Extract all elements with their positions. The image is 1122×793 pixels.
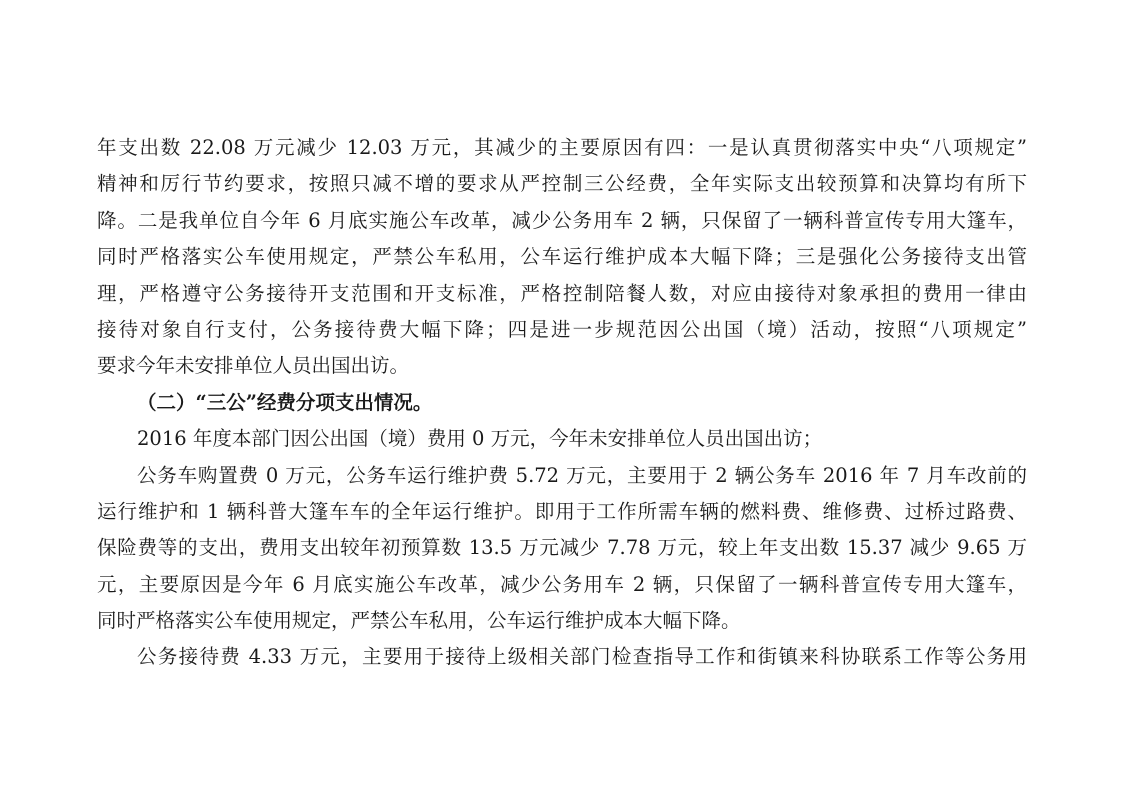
text-line: 2016 年度本部门因公出国（境）费用 0 万元，今年未安排单位人员出国出访； bbox=[137, 427, 823, 451]
text-line: 年支出数 22.08 万元减少 12.03 万元，其减少的主要原因有四：一是认真贯彻落实中央“八项规定” bbox=[97, 136, 1027, 159]
section-heading: （二）“三公”经费分项支出情况。 bbox=[137, 390, 433, 414]
document-body bbox=[97, 130, 1027, 676]
text-line: 运行维护和 1 辆科普大篷车车的全年运行维护。即用于工作所需车辆的燃料费、维修费、过桥过路费、 bbox=[97, 499, 1027, 523]
paragraph-overseas-travel bbox=[97, 421, 1027, 457]
text-line: 理，严格遵守公务接待开支范围和开支标准，严格控制陪餐人数，对应由接待对象承担的费用一律由 bbox=[97, 281, 1027, 305]
text-line: 同时严格落实公车使用规定，严禁公车私用，公车运行维护成本大幅下降；三是强化公务接待支出管 bbox=[97, 245, 1027, 269]
text-line: 降。二是我单位自今年 6 月底实施公车改革，减少公务用车 2 辆，只保留了一辆科普宣传专用大篷车， bbox=[97, 208, 1027, 232]
text-line: 接待对象自行支付，公务接待费大幅下降；四是进一步规范因公出国（境）活动，按照“八项规定” bbox=[97, 317, 1027, 341]
text-line: 公务接待费 4.33 万元，主要用于接待上级相关部门检查指导工作和街镇来科协联系工作等公务用 bbox=[137, 645, 1027, 669]
text-line: 精神和厉行节约要求，按照只减不增的要求从严控制三公经费，全年实际支出较预算和决算均有所下 bbox=[97, 172, 1027, 196]
text-line: 公务车购置费 0 万元，公务车运行维护费 5.72 万元，主要用于 2 辆公务车 2016 年 7 月车改前的 bbox=[137, 463, 1027, 487]
text-line: 元，主要原因是今年 6 月底实施公车改革，减少公务用车 2 辆，只保留了一辆科普宣传专用大篷车， bbox=[97, 572, 1027, 596]
paragraph-reception-expenses bbox=[97, 639, 1027, 675]
paragraph-expense-reduction-reasons bbox=[97, 130, 1027, 385]
text-line: 要求今年未安排单位人员出国出访。 bbox=[97, 354, 410, 378]
text-line: 保险费等的支出，费用支出较年初预算数 13.5 万元减少 7.78 万元，较上年支出数 15.37 减少 9.65 万 bbox=[97, 536, 1027, 560]
text-line: 同时严格落实公车使用规定，严禁公车私用，公车运行维护成本大幅下降。 bbox=[97, 609, 741, 633]
paragraph-vehicle-expenses bbox=[97, 458, 1027, 640]
